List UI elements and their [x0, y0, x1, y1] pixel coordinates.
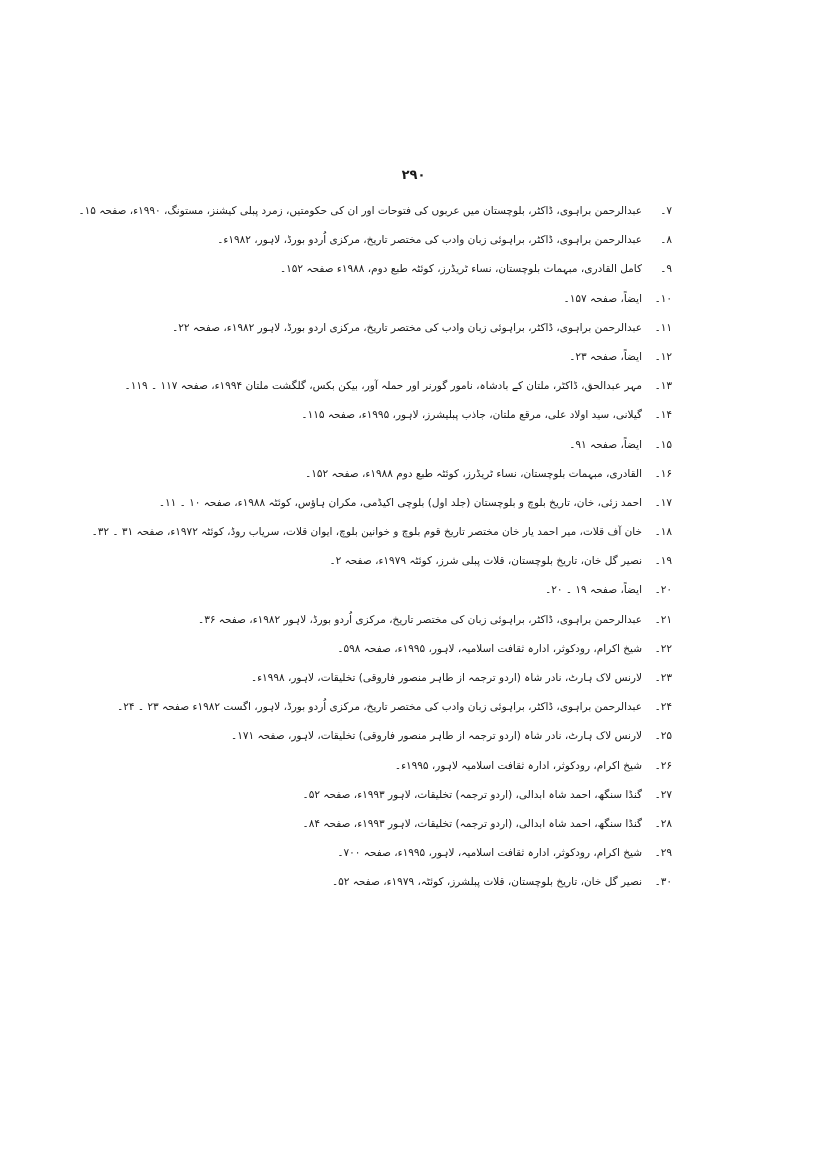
reference-item	[158, 489, 672, 518]
reference-number: ۲۹۔	[654, 847, 672, 860]
reference-number: ۱۴۔	[654, 409, 672, 422]
reference-number: ۱۷۔	[654, 496, 672, 509]
reference-number: ۲۷۔	[654, 788, 672, 801]
reference-number: ۲۸۔	[654, 817, 672, 830]
reference-item	[170, 868, 672, 897]
reference-number: ۱۳۔	[654, 380, 672, 393]
reference-number: ۱۶۔	[654, 467, 672, 480]
reference-item	[170, 401, 672, 430]
reference-item	[170, 839, 672, 868]
reference-text: عبدالرحمن براہوی، ڈاکٹر، براہوئی زبان وادب کی مختصر تاریخ، مرکزی اردو بورڈ، لاہور ۱۹۸۲ء، صفحہ ۲۲۔	[172, 321, 642, 334]
reference-item	[170, 547, 672, 576]
reference-item	[170, 314, 672, 343]
reference-item	[170, 343, 672, 372]
reference-item	[170, 664, 672, 693]
reference-item	[91, 518, 672, 547]
reference-item	[170, 460, 672, 489]
reference-text: لارنس لاک ہارٹ، نادر شاہ (اردو ترجمہ از طاہر منصور فاروقی) تخلیقات، لاہور، صفحہ ۱۷۱۔	[231, 730, 642, 743]
reference-text: ایضاً، صفحہ ۱۵۷۔	[563, 292, 642, 305]
reference-number: ۱۰۔	[654, 292, 672, 305]
reference-text: عبدالرحمن براہوی، ڈاکٹر، براہوئی زبان وادب کی مختصر تاریخ، مرکزی اُردو بورڈ، لاہور، ۱۹۸۲ء۔	[217, 234, 642, 247]
reference-text: ایضاً، صفحہ ۲۳۔	[569, 350, 642, 363]
reference-item	[170, 431, 672, 460]
reference-item	[124, 372, 672, 401]
reference-number: ۲۲۔	[654, 642, 672, 655]
reference-text: ایضاً، صفحہ ۹۱۔	[569, 438, 642, 451]
reference-number: ۱۵۔	[654, 438, 672, 451]
reference-text: نصیر گل خان، تاریخ بلوچستان، قلات پبلی شرز، کوئٹہ ۱۹۷۹ء، صفحہ ۲۔	[329, 555, 642, 568]
reference-number: ۲۰۔	[654, 584, 672, 597]
reference-text: لارنس لاک ہارٹ، نادر شاہ (اردو ترجمہ از طاہر منصور فاروقی) تخلیقات، لاہور، ۱۹۹۸ء۔	[250, 672, 642, 684]
reference-text: القادری، مبہمات بلوچستان، نساء ٹریڈرز، کوئٹہ طبع دوم ۱۹۸۸ء، صفحہ ۱۵۲۔	[305, 467, 642, 480]
reference-text: شیخ اکرام، رودکوثر، ادارہ ثقافت اسلامیہ، لاہور، ۱۹۹۵ء، صفحہ ۵۹۸۔	[337, 642, 642, 655]
reference-list	[78, 197, 672, 898]
reference-text: احمد زئی، خان، تاریخ بلوچ و بلوچستان (جلد اول) بلوچی اکیڈمی، مکران ہاؤس، کوئٹہ ۱۹۸۸ء، صفحہ ۱۰ ۔ ۱۱۔	[158, 496, 642, 509]
reference-item	[170, 226, 672, 255]
reference-number: ۲۶۔	[654, 759, 672, 772]
reference-text: عبدالرحمن براہوی، ڈاکٹر، براہوئی زبان وادب کی مختصر تاریخ، مرکزی اُردو بورڈ، لاہور، اگست ۱۹۸۲ء صفحہ ۲۳ ۔ ۲۴۔	[117, 701, 642, 714]
reference-text: کامل القادری، مبہمات بلوچستان، نساء ٹریڈرز، کوئٹہ طبع دوم، ۱۹۸۸ء صفحہ ۱۵۲۔	[280, 263, 642, 276]
reference-number: ۲۵۔	[654, 730, 672, 743]
reference-item	[170, 781, 672, 810]
reference-text: خان آف قلات، میر احمد یار خان مختصر تاریخ قوم بلوچ و خوانین بلوچ، ایوان قلات، سریاب روڈ، کوئٹہ ۱۹۷۲ء، صفحہ ۳۱ ۔ ۳۲۔	[91, 526, 642, 539]
reference-item	[170, 255, 672, 284]
reference-number: ۲۳۔	[654, 672, 672, 684]
reference-item	[170, 722, 672, 751]
reference-number: ۱۹۔	[654, 555, 672, 568]
reference-text: گنڈا سنگھ، احمد شاہ ابدالی، (اردو ترجمہ) تخلیقات، لاہور ۱۹۹۳ء، صفحہ ۸۴۔	[302, 817, 642, 830]
reference-item	[170, 810, 672, 839]
reference-item	[170, 576, 672, 605]
reference-number: ۹۔	[660, 263, 672, 276]
reference-text: ایضاً، صفحہ ۱۹ ۔ ۲۰۔	[545, 584, 642, 597]
reference-number: ۱۲۔	[654, 350, 672, 363]
reference-item	[78, 197, 672, 226]
reference-number: ۷۔	[660, 205, 672, 217]
reference-number: ۳۰۔	[654, 876, 672, 889]
reference-text: شیخ اکرام، رودکوثر، ادارہ ثقافت اسلامیہ لاہور، ۱۹۹۵ء۔	[394, 759, 642, 772]
reference-text: گیلانی، سید اولاد علی، مرقع ملتان، جاذب پبلیشرز، لاہور، ۱۹۹۵ء، صفحہ ۱۱۵۔	[301, 409, 642, 422]
reference-text: گنڈا سنگھ، احمد شاہ ابدالی، (اردو ترجمہ) تخلیقات، لاہور ۱۹۹۳ء، صفحہ ۵۲۔	[302, 788, 642, 801]
reference-number: ۱۱۔	[654, 321, 672, 334]
reference-text: شیخ اکرام، رودکوثر، ادارہ ثقافت اسلامیہ، لاہور، ۱۹۹۵ء، صفحہ ۷۰۰۔	[337, 847, 642, 860]
reference-text: نصیر گل خان، تاریخ بلوچستان، قلات پبلشرز، کوئٹہ، ۱۹۷۹ء، صفحہ ۵۲۔	[331, 876, 642, 889]
reference-item	[170, 635, 672, 664]
reference-item	[117, 693, 672, 722]
reference-item	[170, 606, 672, 635]
page-number: ۲۹۰	[401, 168, 426, 183]
reference-text: مہر عبدالحق، ڈاکٹر، ملتان کے بادشاہ، نامور گورنر اور حملہ آور، بیکن بکس، گلگشت ملتان ۱۹۹۴ء، صفحہ ۱۱۷ ۔ ۱۱۹۔	[124, 380, 642, 393]
reference-number: ۲۱۔	[654, 613, 672, 626]
reference-number: ۲۴۔	[654, 701, 672, 714]
reference-item	[170, 285, 672, 314]
reference-text: عبدالرحمن براہوی، ڈاکٹر، بلوچستان میں عربوں کی فتوحات اور ان کی حکومتیں، زمرد پبلی کیشنز، مستونگ، ۱۹۹۰ء، صفحہ ۱۵۔	[78, 205, 642, 217]
reference-number: ۸۔	[660, 234, 672, 247]
reference-number: ۱۸۔	[654, 526, 672, 539]
reference-text: عبدالرحمن براہوی، ڈاکٹر، براہوئی زبان کی مختصر تاریخ، مرکزی اُردو بورڈ، لاہور ۱۹۸۲ء، صفحہ ۳۶۔	[198, 613, 642, 626]
reference-item	[170, 752, 672, 781]
